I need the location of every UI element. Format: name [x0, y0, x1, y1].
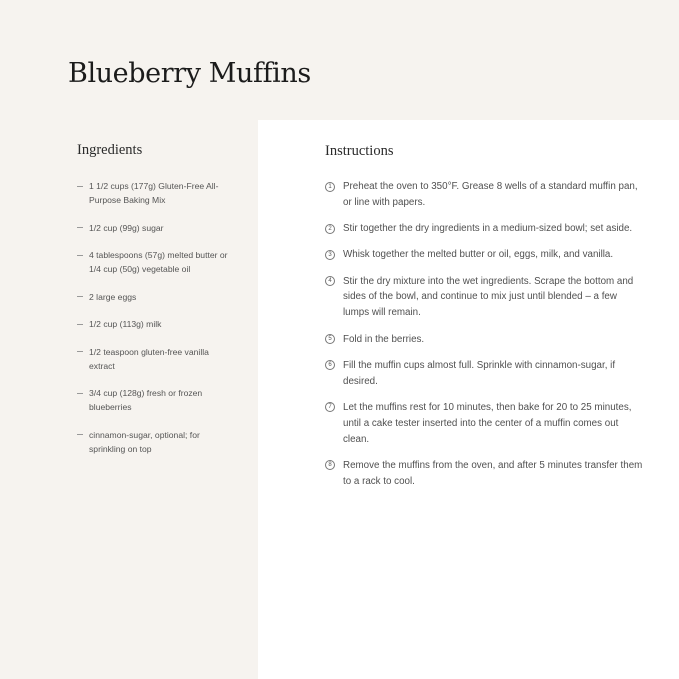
- ingredient-item: [77, 221, 237, 235]
- dash-icon: [77, 324, 83, 325]
- instruction-step: [325, 247, 645, 263]
- instruction-step: [325, 221, 645, 237]
- step-text: Stir together the dry ingredients in a medium-sized bowl; set aside.: [343, 223, 633, 235]
- step-text: Let the muffins rest for 10 minutes, then bake for 20 to 25 minutes, until a cake tester inserted into the center of a muffin comes out clean.: [343, 401, 632, 445]
- page-title: Blueberry Muffins: [68, 58, 311, 89]
- step-number-circle-icon: 3: [325, 250, 335, 260]
- ingredient-text: 1/2 cup (113g) milk: [89, 319, 162, 329]
- dash-icon: [77, 393, 83, 394]
- dash-icon: [77, 227, 83, 228]
- instruction-step: [325, 179, 645, 211]
- ingredient-text: 2 large eggs: [89, 291, 137, 302]
- ingredient-item: [77, 345, 237, 373]
- ingredient-text: 1 1/2 cups (177g) Gluten-Free All-Purpose Baking Mix: [89, 181, 219, 205]
- ingredient-text: 1/2 teaspoon gluten-free vanilla extract: [89, 346, 209, 371]
- instruction-step: [325, 400, 645, 447]
- ingredient-item: [77, 248, 237, 276]
- step-number-circle-icon: 4: [325, 276, 335, 286]
- step-text: Stir the dry mixture into the wet ingredients. Scrape the bottom and sides of the bowl, and continue to mix just until blended – a few lumps will remain.: [343, 275, 634, 319]
- dash-icon: [77, 296, 83, 297]
- ingredient-item: [77, 428, 237, 456]
- ingredient-text: 3/4 cup (128g) fresh or frozen blueberries: [89, 388, 203, 412]
- step-number-circle-icon: 1: [325, 182, 335, 192]
- step-text: Fill the muffin cups almost full. Sprinkle with cinnamon-sugar, if desired.: [343, 359, 616, 387]
- instructions-heading: Instructions: [325, 143, 394, 159]
- dash-icon: [77, 434, 83, 435]
- step-number-circle-icon: 5: [325, 334, 335, 344]
- step-text: Remove the muffins from the oven, and after 5 minutes transfer them to a rack to cool.: [343, 459, 643, 487]
- instruction-step: [325, 274, 645, 321]
- instruction-step: [325, 332, 645, 348]
- dash-icon: [77, 186, 83, 187]
- ingredient-item: [77, 179, 237, 207]
- instructions-list: [325, 179, 645, 500]
- ingredient-item: [77, 386, 237, 414]
- ingredients-section: [0, 120, 258, 679]
- step-number-circle-icon: 8: [325, 460, 335, 470]
- ingredients-heading: Ingredients: [77, 142, 143, 158]
- ingredient-text: cinnamon-sugar, optional; for sprinkling on top: [89, 429, 200, 454]
- dash-icon: [77, 351, 83, 352]
- ingredient-item: [77, 317, 237, 331]
- step-number-circle-icon: 2: [325, 224, 335, 234]
- instruction-step: [325, 358, 645, 390]
- ingredient-item: [77, 290, 237, 304]
- ingredient-text: 4 tablespoons (57g) melted butter or 1/4 cup (50g) vegetable oil: [89, 250, 228, 274]
- ingredient-text: 1/2 cup (99g) sugar: [89, 222, 164, 233]
- step-text: Preheat the oven to 350°F. Grease 8 wells of a standard muffin pan, or line with papers.: [343, 181, 638, 208]
- ingredients-list: [77, 179, 237, 469]
- instruction-step: [325, 458, 645, 490]
- step-text: Whisk together the melted butter or oil, eggs, milk, and vanilla.: [343, 249, 614, 261]
- step-number-circle-icon: 7: [325, 402, 335, 412]
- step-text: Fold in the berries.: [343, 333, 425, 345]
- dash-icon: [77, 255, 83, 256]
- step-number-circle-icon: 6: [325, 360, 335, 370]
- instructions-panel: [258, 120, 679, 679]
